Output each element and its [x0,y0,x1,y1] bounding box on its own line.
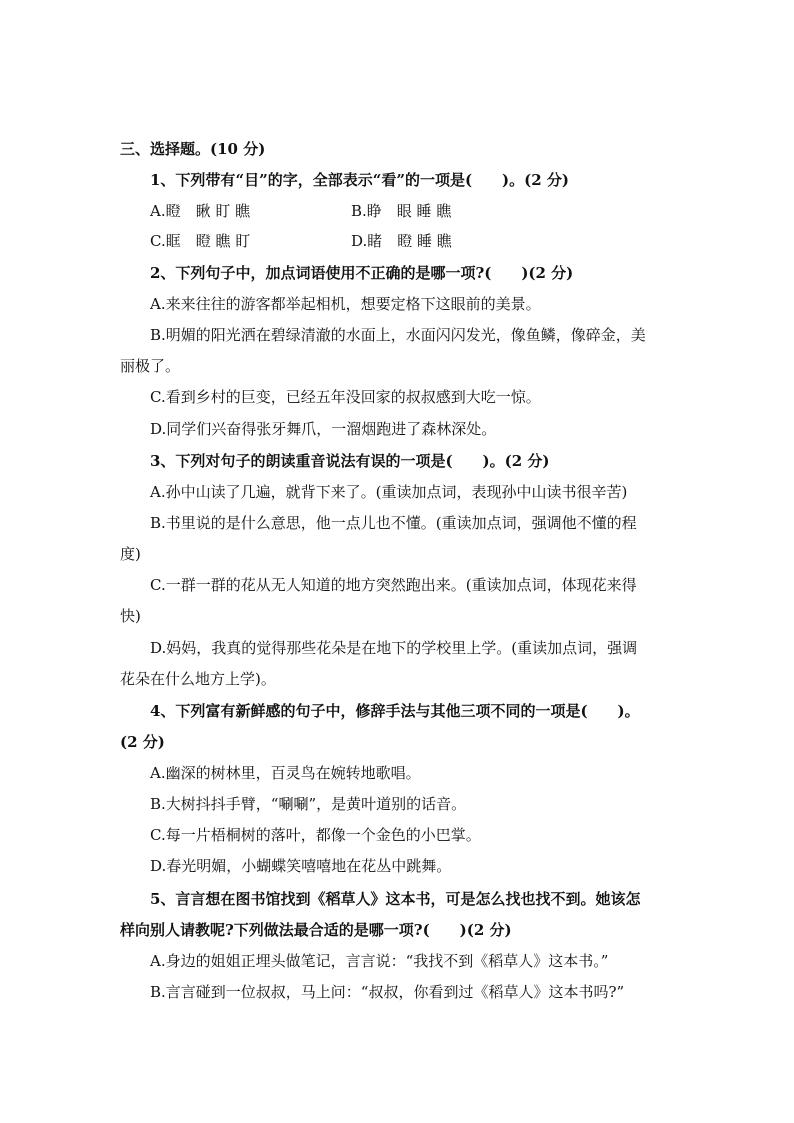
question-3-option-c-cont: 快) [120,607,141,625]
question-1-option-a: A.瞪 瞅 盯 瞧 [150,202,251,220]
question-4-stem: 4、下列富有新鲜感的句子中，修辞手法与其他三项不同的一项是( )。 [150,702,640,720]
question-5-stem-cont: 样向别人请教呢?下列做法最合适的是哪一项?( )(2 分) [120,921,512,939]
question-5-stem: 5、言言想在图书馆找到《稻草人》这本书，可是怎么找也找不到。她该怎 [150,890,641,908]
question-3-option-d: D.妈妈，我真的觉得那些花朵是在地下的学校里上学。(重读加点词，强调 [150,639,638,657]
question-2-option-b-cont: 丽极了。 [120,357,181,375]
question-1-option-b: B.睁 眼 睡 瞧 [351,202,452,220]
question-2-option-d: D.同学们兴奋得张牙舞爪，一溜烟跑进了森林深处。 [150,420,497,438]
question-4-option-a: A.幽深的树林里，百灵鸟在婉转地歌唱。 [150,764,421,782]
question-3-option-d-cont: 花朵在什么地方上学)。 [120,670,276,688]
question-1-option-d: D.睹 瞪 睡 瞧 [351,232,452,250]
question-3-option-c: C.一群一群的花从无人知道的地方突然跑出来。(重读加点词，体现花来得 [150,576,637,594]
section-title: 三、选择题。(10 分) [120,140,266,158]
question-2-stem: 2、下列句子中，加点词语使用不正确的是哪一项?( )(2 分) [150,264,574,282]
question-5-option-a: A.身边的姐姐正埋头做笔记，言言说：“我找不到《稻草人》这本书。” [150,952,609,970]
question-2-option-b: B.明媚的阳光洒在碧绿清澈的水面上，水面闪闪发光，像鱼鳞，像碎金，美 [150,326,646,344]
question-4-option-b: B.大树抖抖手臂，“唰唰”，是黄叶道别的话音。 [150,795,467,813]
question-4-stem-cont: (2 分) [120,733,165,751]
question-4-option-c: C.每一片梧桐树的落叶，都像一个金色的小巴掌。 [150,826,481,844]
question-2-option-a: A.来来往往的游客都举起相机，想要定格下这眼前的美景。 [150,295,541,313]
question-5-option-b: B.言言碰到一位叔叔，马上问：“叔叔，你看到过《稻草人》这本书吗?” [150,983,625,1001]
question-3-option-b: B.书里说的是什么意思，他一点儿也不懂。(重读加点词，强调他不懂的程 [150,514,637,532]
question-3-option-a: A.孙中山读了几遍，就背下来了。(重读加点词，表现孙中山读书很辛苦) [150,483,628,501]
question-3-stem: 3、下列对句子的朗读重音说法有误的一项是( )。(2 分) [150,452,550,470]
question-2-option-c: C.看到乡村的巨变，已经五年没回家的叔叔感到大吃一惊。 [150,388,541,406]
question-1-stem: 1、下列带有“目”的字，全部表示“看”的一项是( )。(2 分) [150,171,569,189]
question-1-option-c: C.眶 瞪 瞧 盯 [150,232,251,250]
question-4-option-d: D.春光明媚，小蝴蝶笑嘻嘻地在花丛中跳舞。 [150,857,452,875]
question-3-option-b-cont: 度) [120,545,141,563]
